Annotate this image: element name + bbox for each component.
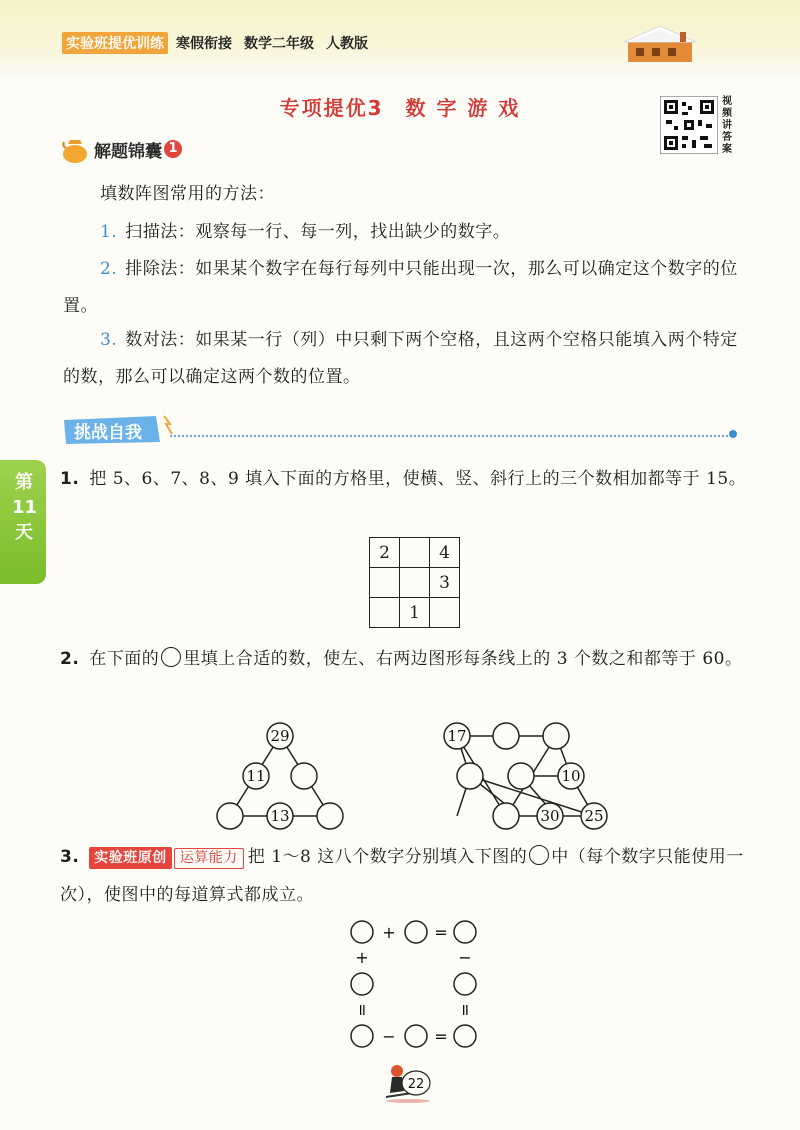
divider-dot bbox=[729, 430, 737, 438]
skill-badge: 运算能力 bbox=[174, 848, 244, 869]
eq-circle-bottom-left bbox=[351, 1025, 373, 1047]
challenge-label bbox=[60, 412, 180, 448]
qr-code-icon[interactable] bbox=[660, 96, 718, 154]
question-2-num: 2. bbox=[60, 649, 80, 669]
grid-cell[interactable]: 1 bbox=[400, 598, 430, 628]
tip-method-2-text: 排除法：如果某个数字在每行每列中只能出现一次，那么可以确定这个数字的位置。 bbox=[63, 259, 738, 316]
tip-method-1 bbox=[63, 214, 743, 251]
tri-value-left-mid: 11 bbox=[246, 767, 266, 785]
hex-circle-left-mid bbox=[457, 763, 483, 789]
eq-circle-bottom-right bbox=[454, 1025, 476, 1047]
question-3-text-b: 中（每个数字只能使用一次），使图中的每道算式都成立。 bbox=[60, 847, 744, 905]
grid-cell[interactable] bbox=[400, 568, 430, 598]
hex-value-top-left: 17 bbox=[447, 727, 467, 745]
challenge-label-text: 挑战自我 bbox=[74, 423, 142, 443]
page-title: 专项提优3 数 字 游 戏 bbox=[279, 96, 521, 120]
header-subject: 数学二年级 bbox=[244, 36, 314, 52]
page-number-badge bbox=[384, 1063, 432, 1103]
tips-heading bbox=[60, 134, 182, 164]
question-2-text-a: 在下面的 bbox=[89, 649, 160, 669]
op-top-plus: + bbox=[382, 923, 396, 942]
hex-value-bottom-right: 25 bbox=[584, 807, 604, 825]
op-right-eq: = bbox=[456, 1003, 475, 1017]
tip-method-3-num: 3. bbox=[100, 330, 118, 350]
tri-circle-bottom-left bbox=[217, 803, 243, 829]
op-left-plus: + bbox=[355, 948, 369, 967]
question-1-num: 1. bbox=[60, 469, 80, 489]
eq-circle-mid-left bbox=[351, 973, 373, 995]
magic-square bbox=[369, 537, 460, 628]
question-2 bbox=[60, 640, 750, 678]
page-number: 22 bbox=[407, 1077, 425, 1092]
eq-circle-mid-right bbox=[454, 973, 476, 995]
eq-circle-bottom-mid bbox=[405, 1025, 427, 1047]
op-left-eq: = bbox=[353, 1003, 372, 1017]
hex-value-bottom-mid: 30 bbox=[540, 807, 560, 825]
tip-method-1-num: 1. bbox=[100, 222, 118, 242]
tri-value-bottom-mid: 13 bbox=[270, 807, 290, 825]
eq-circle-top-left bbox=[351, 921, 373, 943]
op-bottom-minus: − bbox=[382, 1027, 396, 1046]
hex-circle-top-right bbox=[543, 723, 569, 749]
day-tab-line3: 天 bbox=[15, 522, 33, 543]
day-tab-text bbox=[12, 470, 36, 545]
tips-badge: 1 bbox=[164, 140, 182, 158]
op-top-eq: = bbox=[434, 923, 448, 942]
original-badge: 实验班原创 bbox=[89, 847, 172, 869]
grid-cell[interactable] bbox=[370, 598, 400, 628]
header-series: 寒假衔接 bbox=[176, 36, 232, 52]
tips-intro: 填数阵图常用的方法： bbox=[100, 184, 275, 204]
divider bbox=[170, 435, 732, 437]
triangle-figure bbox=[210, 718, 355, 838]
hex-value-right-mid: 10 bbox=[561, 767, 581, 785]
hex-circle-center bbox=[508, 763, 534, 789]
tip-method-3-text: 数对法：如果某一行（列）中只剩下两个空格，且这两个空格只能填入两个特定的数，那么可以确定这两个数的位置。 bbox=[63, 330, 738, 387]
circle-icon bbox=[529, 845, 549, 865]
day-tab-line1: 第 bbox=[15, 472, 33, 493]
op-bottom-eq: = bbox=[434, 1027, 448, 1046]
question-3-text-a: 把 1～8 这八个数字分别填入下图的 bbox=[247, 847, 528, 867]
tip-method-2 bbox=[63, 251, 743, 325]
hexagram-figure bbox=[435, 718, 615, 838]
tip-method-1-text: 扫描法：观察每一行、每一列，找出缺少的数字。 bbox=[125, 222, 511, 242]
tri-circle-right-mid bbox=[291, 763, 317, 789]
house-icon bbox=[622, 24, 698, 64]
header-text bbox=[62, 32, 380, 54]
qr-label: 视频讲答案 bbox=[722, 96, 732, 155]
hex-circle-top-mid bbox=[493, 723, 519, 749]
grid-cell[interactable]: 2 bbox=[370, 538, 400, 568]
eq-circle-top-right bbox=[454, 921, 476, 943]
question-3 bbox=[60, 838, 750, 914]
header-brand: 实验班提优训练 bbox=[62, 32, 168, 54]
header-edition: 人教版 bbox=[326, 36, 368, 52]
grid-cell[interactable]: 3 bbox=[430, 568, 460, 598]
hex-circle-bottom-left bbox=[493, 803, 519, 829]
equation-figure bbox=[340, 912, 490, 1052]
question-3-num: 3. bbox=[60, 847, 80, 867]
grid-cell[interactable] bbox=[430, 598, 460, 628]
day-tab-line2: 11 bbox=[12, 497, 38, 518]
tri-circle-bottom-right bbox=[317, 803, 343, 829]
question-1-text: 把 5、6、7、8、9 填入下面的方格里，使横、竖、斜行上的三个数相加都等于 15。 bbox=[89, 469, 747, 489]
grid-cell[interactable] bbox=[400, 538, 430, 568]
money-bag-icon bbox=[60, 134, 90, 164]
question-2-text-b: 里填上合适的数，使左、右两边图形每条线上的 3 个数之和都等于 60。 bbox=[183, 649, 743, 669]
grid-cell[interactable] bbox=[370, 568, 400, 598]
tri-value-top: 29 bbox=[270, 727, 290, 745]
question-1 bbox=[60, 460, 750, 498]
grid-cell[interactable]: 4 bbox=[430, 538, 460, 568]
tip-method-2-num: 2. bbox=[100, 259, 118, 279]
tips-title: 解题锦囊 bbox=[94, 141, 162, 162]
op-right-minus: − bbox=[458, 948, 472, 967]
eq-circle-top-mid bbox=[405, 921, 427, 943]
circle-icon bbox=[161, 647, 181, 667]
tip-method-3 bbox=[63, 322, 743, 396]
